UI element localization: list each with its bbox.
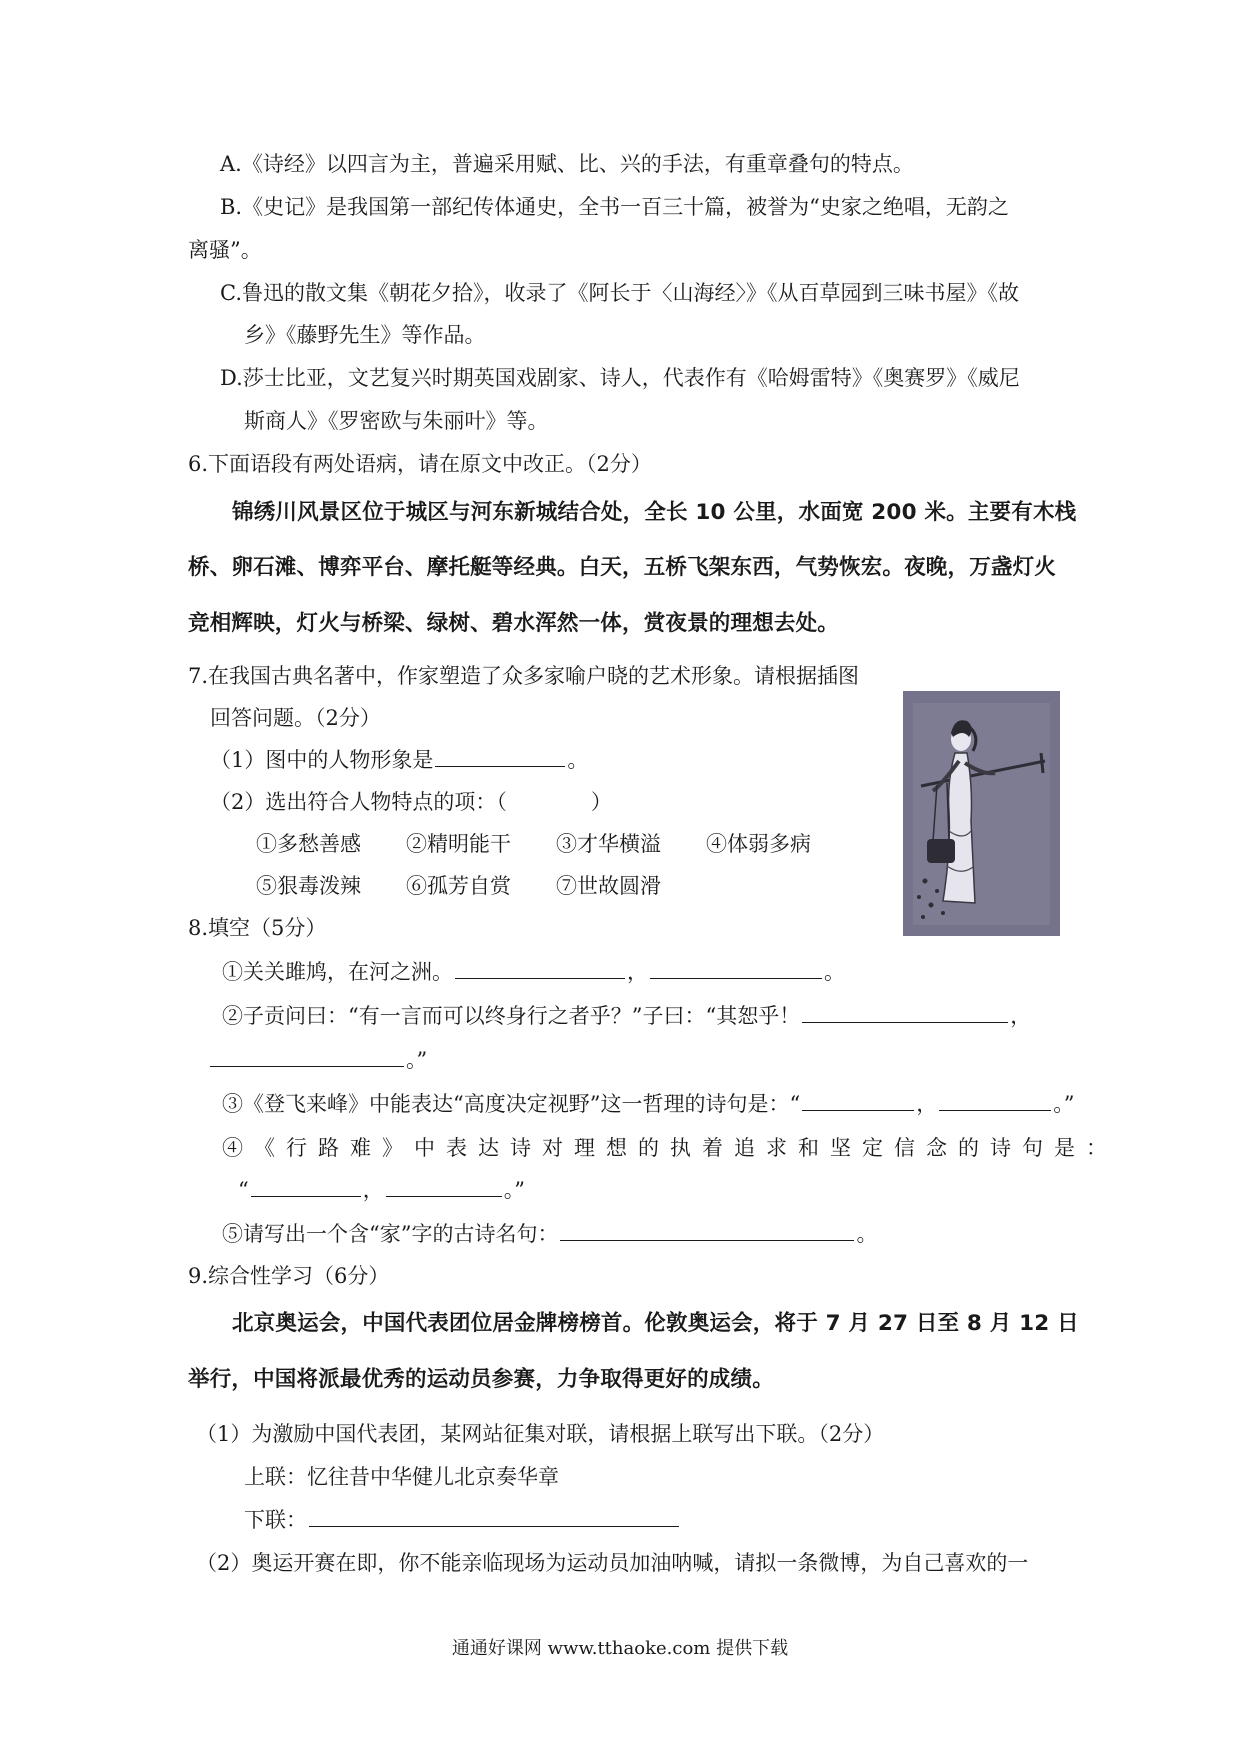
q5-option-b-line2: 离骚”。: [188, 238, 262, 262]
q9-subquestion-1: （1）为激励中国代表团，某网站征集对联，请根据上联写出下联。（2分）: [196, 1422, 885, 1446]
q8-item-2-text: ②子贡问曰：“有一言而可以终身行之者乎？”子曰：“其恕乎！: [222, 1004, 801, 1028]
q5-option-d-line2: 斯商人》《罗密欧与朱丽叶》等。: [244, 409, 549, 433]
q9-upper-couplet: 上联：忆往昔中华健儿北京奏华章: [244, 1465, 559, 1489]
q7-subquestion-2: （2）选出符合人物特点的项：（ ）: [210, 790, 612, 814]
q7-subquestion-1-end: 。: [567, 748, 589, 772]
q6-title: 6.下面语段有两处语病，请在原文中改正。（2分）: [188, 452, 652, 476]
answer-blank[interactable]: [435, 746, 565, 767]
q8-item-4-end: 。”: [503, 1178, 525, 1202]
q9-paragraph-line1: 北京奥运会，中国代表团位居金牌榜榜首。伦敦奥运会，将于 7 月 27 日至 8 月 12 日: [232, 1311, 1079, 1336]
q8-item-4-comma: ，: [362, 1178, 384, 1202]
q5-option-d-line1: D.莎士比亚，文艺复兴时期英国戏剧家、诗人，代表作有《哈姆雷特》《奥赛罗》《威尼: [220, 366, 1020, 390]
q8-item-5-text: ⑤请写出一个含“家”字的古诗名句：: [222, 1222, 559, 1246]
q8-item-4-cont: [238, 1176, 525, 1204]
q8-item-4-open: “: [238, 1178, 249, 1202]
q7-subquestion-1: [210, 746, 588, 774]
answer-blank[interactable]: [802, 1090, 914, 1111]
q9-lower-couplet-label: 下联：: [244, 1508, 307, 1532]
q8-item-2: [222, 1002, 1031, 1030]
q6-paragraph-line1: 锦绣川风景区位于城区与河东新城结合处，全长 10 公里，水面宽 200 米。主要有木栈: [232, 500, 1077, 525]
q7-option-3: ③才华横溢: [556, 832, 661, 856]
q9-title: 9.综合性学习（6分）: [188, 1264, 390, 1288]
q5-option-a: A.《诗经》以四言为主，普遍采用赋、比、兴的手法，有重章叠句的特点。: [220, 152, 914, 176]
q7-title-line2: 回答问题。（2分）: [210, 706, 381, 730]
answer-blank[interactable]: [210, 1046, 404, 1067]
q8-title: 8.填空（5分）: [188, 916, 327, 940]
q8-item-1-comma: ，: [627, 960, 648, 984]
q8-item-2-comma: ，: [1010, 1004, 1032, 1028]
q8-item-2-end: 。”: [406, 1048, 428, 1072]
q7-option-1: ①多愁善感: [256, 832, 361, 856]
q8-item-3-text: ③《登飞来峰》中能表达“高度决定视野”这一哲理的诗句是：“: [222, 1092, 801, 1116]
q8-item-3-comma: ，: [916, 1092, 938, 1116]
answer-blank[interactable]: [939, 1090, 1051, 1111]
q7-title: 7.在我国古典名著中，作家塑造了众多家喻户晓的艺术形象。请根据插图: [188, 664, 860, 688]
q8-item-3: [222, 1090, 1074, 1118]
q9-subquestion-2: （2）奥运开赛在即，你不能亲临现场为运动员加油呐喊，请拟一条微博，为自己喜欢的一: [196, 1551, 1029, 1575]
q8-item-5: [222, 1220, 877, 1248]
q5-option-c-line1: C.鲁迅的散文集《朝花夕拾》，收录了《阿长于〈山海经〉》《从百草园到三味书屋》《故: [220, 281, 1019, 305]
q7-option-7: ⑦世故圆滑: [556, 874, 661, 898]
q6-paragraph-line2: 桥、卵石滩、博弈平台、摩托艇等经典。白天，五桥飞架东西，气势恢宏。夜晚，万盏灯火: [188, 555, 1057, 580]
q9-paragraph-line2: 举行，中国将派最优秀的运动员参赛，力争取得更好的成绩。: [188, 1367, 774, 1392]
q6-paragraph-line3: 竞相辉映，灯火与桥梁、绿树、碧水浑然一体，赏夜景的理想去处。: [188, 611, 840, 636]
q7-option-5: ⑤狠毒泼辣: [256, 874, 361, 898]
q8-item-5-end: 。: [856, 1222, 878, 1246]
q7-subquestion-1-text: （1）图中的人物形象是: [210, 748, 434, 772]
q8-item-1-text: ①关关雎鸠，在河之洲。: [222, 960, 453, 984]
lady-with-hoe-icon: [903, 691, 1060, 936]
q7-option-2: ②精明能干: [406, 832, 511, 856]
answer-blank[interactable]: [386, 1176, 502, 1197]
answer-blank[interactable]: [455, 958, 625, 979]
q7-option-4: ④体弱多病: [706, 832, 811, 856]
q5-option-c-line2: 乡》《藤野先生》等作品。: [244, 323, 486, 347]
q8-item-4: ④《行路难》中表达诗对理想的执着追求和坚定信念的诗句是：: [222, 1136, 1118, 1160]
q9-lower-couplet: [244, 1506, 681, 1534]
q8-item-1: [222, 958, 845, 986]
q8-item-1-end: 。: [824, 960, 845, 984]
answer-blank[interactable]: [309, 1506, 679, 1527]
page-footer: 通通好课网 www.tthaoke.com 提供下载: [451, 1638, 789, 1659]
answer-blank[interactable]: [560, 1220, 854, 1241]
answer-blank[interactable]: [251, 1176, 361, 1197]
q5-option-b-line1: B.《史记》是我国第一部纪传体通史，全书一百三十篇，被誉为“史家之绝唱，无韵之: [220, 195, 1009, 219]
q8-item-3-end: 。”: [1053, 1092, 1075, 1116]
q7-option-6: ⑥孤芳自赏: [406, 874, 511, 898]
answer-blank[interactable]: [650, 958, 822, 979]
answer-blank[interactable]: [802, 1002, 1008, 1023]
character-illustration: [903, 691, 1060, 936]
q8-item-2-cont: [208, 1046, 427, 1074]
